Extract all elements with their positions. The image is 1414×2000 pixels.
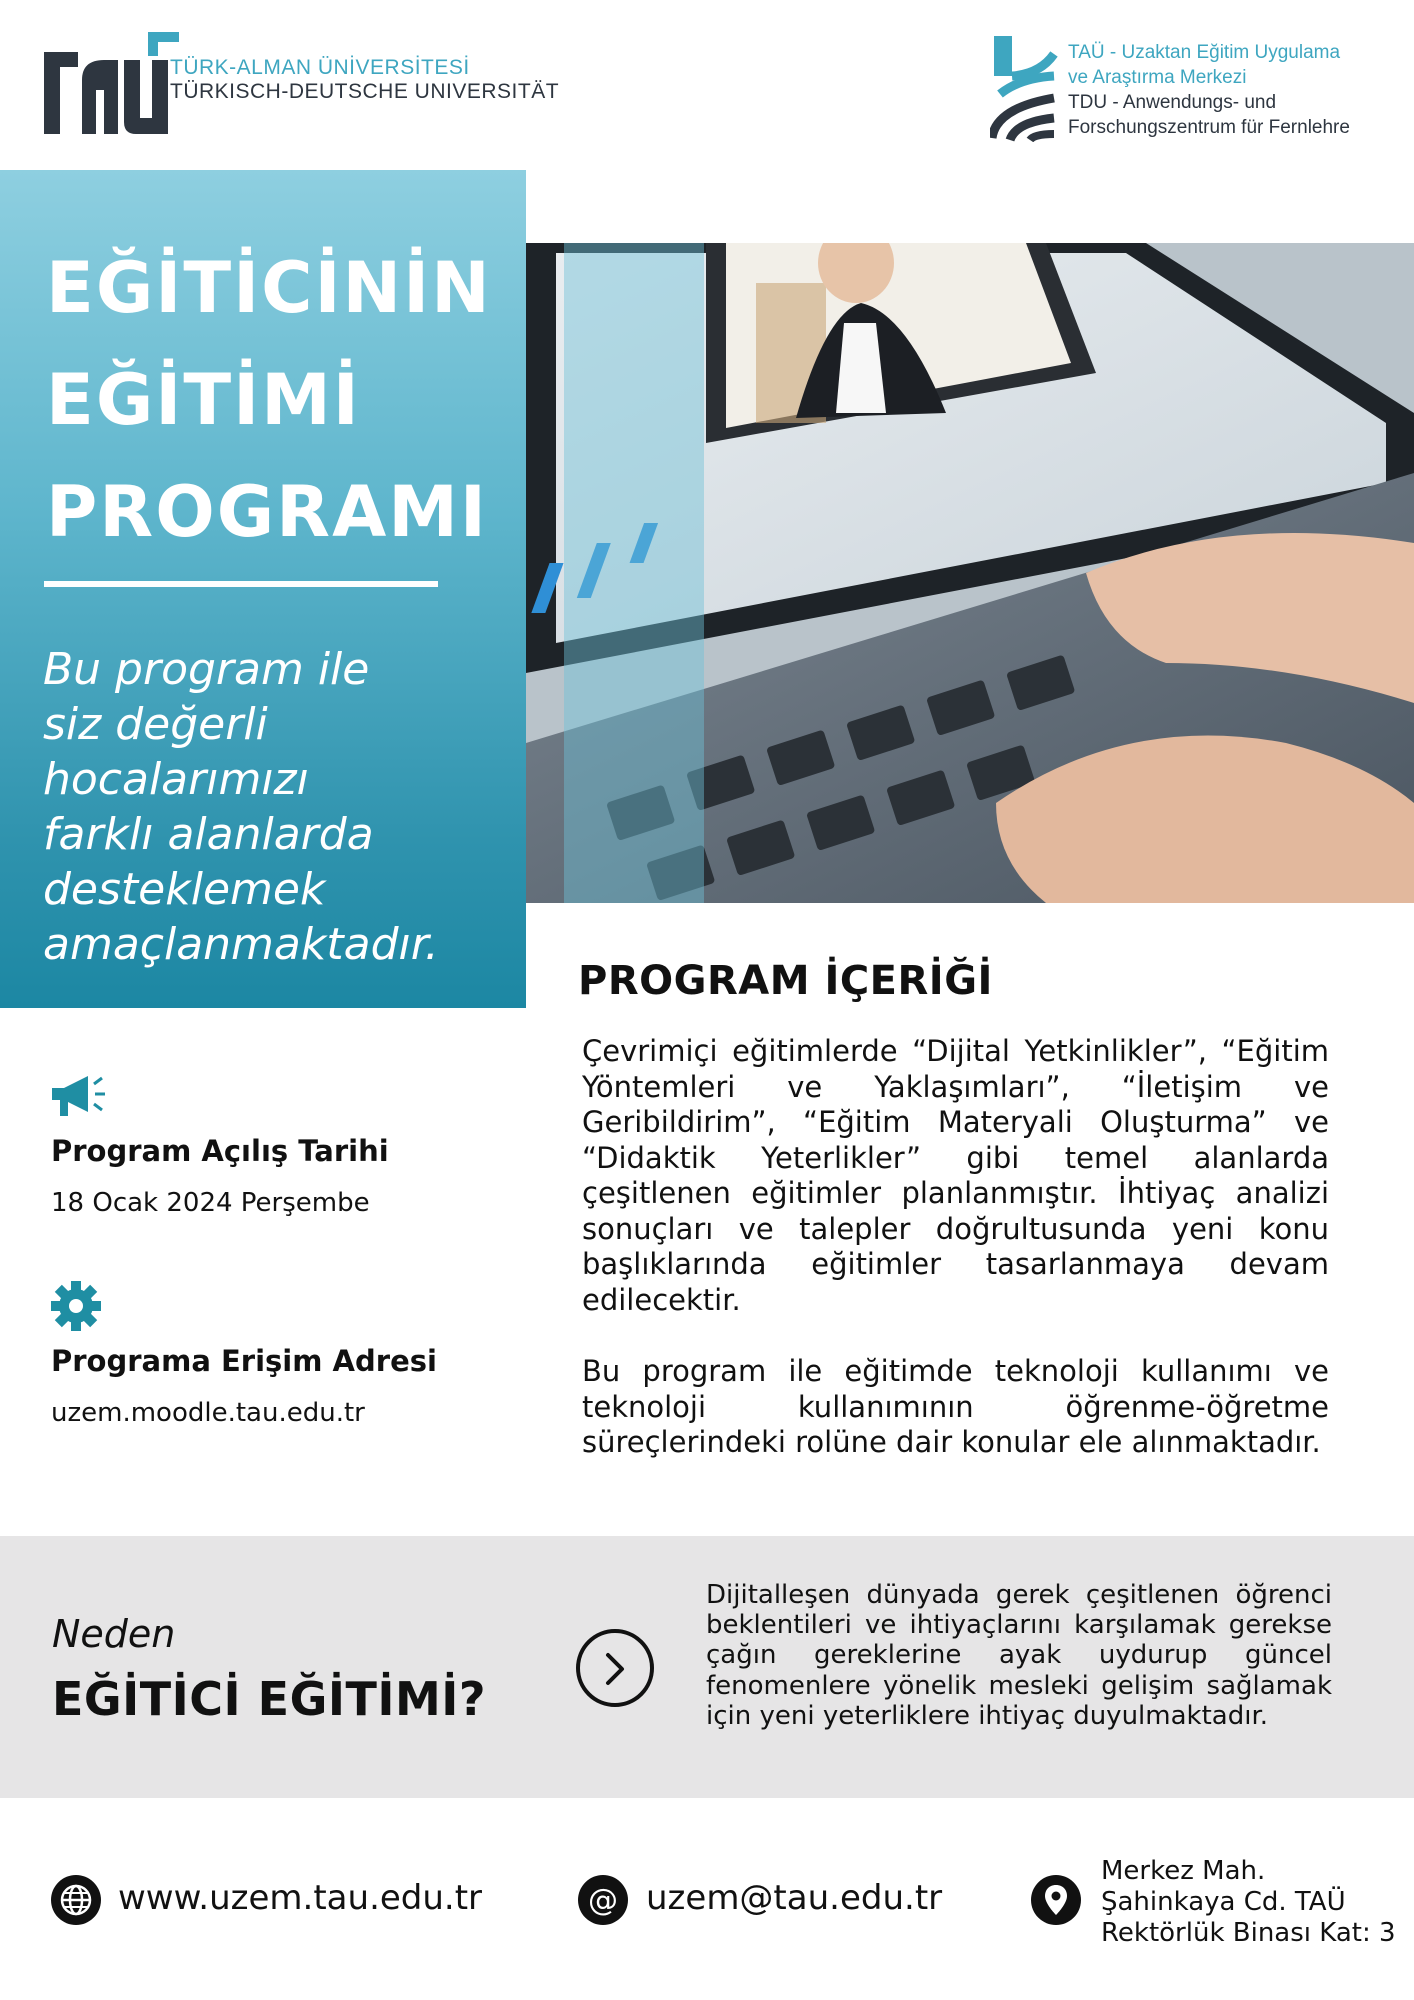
at-sign-icon: [578, 1875, 628, 1925]
gear-icon: [50, 1280, 102, 1332]
uzem-line-2: ve Araştırma Merkezi: [1068, 67, 1247, 88]
uzem-line-1: TAÜ - Uzaktan Eğitim Uygulama: [1068, 42, 1341, 63]
why-heading-big: EĞİTİCİ EĞİTİMİ?: [52, 1672, 487, 1726]
hero-subtitle-line: amaçlanmaktadır.: [43, 919, 439, 970]
address: [1101, 1856, 1396, 1949]
svg-text:@: @: [588, 1883, 618, 1918]
tau-name-de: TÜRKISCH-DEUTSCHE UNIVERSITÄT: [170, 80, 560, 103]
globe-icon: [51, 1875, 101, 1925]
hero-title-line: PROGRAMI: [46, 471, 488, 553]
location-pin-icon: [1031, 1875, 1081, 1925]
hero-subtitle-line: desteklemek: [43, 864, 326, 915]
uzem-line-4: Forschungszentrum für Fernlehre: [1068, 117, 1350, 138]
access-address-value[interactable]: uzem.moodle.tau.edu.tr: [51, 1398, 365, 1428]
hero-title: [46, 232, 516, 568]
hero-subtitle-line: Bu program ile: [43, 644, 370, 695]
why-text: Dijitalleşen dünyada gerek çeşitlenen öğrenci beklentileri ve ihtiyaçlarını karşılamak gerekse çağın gereklerine ayak uydurup güncel fenomenlere yönelik mesleki gelişim sağlamak için yeni yeterliklere ihtiyaç duyulmaktadır.: [706, 1580, 1332, 1731]
email-link[interactable]: uzem@tau.edu.tr: [646, 1878, 943, 1918]
uzem-name: [1068, 40, 1350, 140]
address-line: Merkez Mah.: [1101, 1856, 1266, 1886]
access-address-label: Programa Erişim Adresi: [51, 1344, 437, 1378]
tau-name: [170, 56, 559, 104]
hero-title-line: EĞİTİMİ: [46, 359, 361, 441]
hero-subtitle-line: farklı alanlarda: [43, 809, 374, 860]
megaphone-icon: [50, 1072, 108, 1120]
uzem-line-3: TDU - Anwendungs- und: [1068, 92, 1277, 113]
hero-title-line: EĞİTİCİNİN: [46, 247, 492, 329]
tau-name-tr: TÜRK-ALMAN ÜNİVERSİTESİ: [170, 56, 470, 79]
address-line: Şahinkaya Cd. TAÜ: [1101, 1887, 1346, 1917]
opening-date-value: 18 Ocak 2024 Perşembe: [51, 1188, 370, 1218]
opening-date-label: Program Açılış Tarihi: [51, 1134, 389, 1168]
address-line: Rektörlük Binası Kat: 3: [1101, 1918, 1396, 1948]
laptop-photo: [526, 243, 1414, 903]
tau-logo: [44, 30, 179, 142]
why-heading-small: Neden: [52, 1612, 176, 1656]
uzem-logo: [990, 34, 1058, 142]
hero-subtitle-line: hocalarımızı: [43, 754, 309, 805]
hero-divider: [44, 581, 438, 587]
laptop-illustration: [526, 243, 1414, 903]
hero-subtitle-line: siz değerli: [43, 699, 268, 750]
chevron-right-icon: [576, 1629, 654, 1707]
program-content-paragraph-2: Bu program ile eğitimde teknoloji kullanımı ve teknoloji kullanımının öğrenme-öğretme süreçlerindeki rolüne dair konular ele alınmaktadır.: [582, 1354, 1329, 1459]
program-content-paragraph-1: Çevrimiçi eğitimlerde “Dijital Yetkinlikler”, “Eğitim Yöntemleri ve Yaklaşımları”, “İletişim ve Geribildirim”, “Eğitim Materyali Oluşturma” ve “Didaktik Yeterlikler” gibi temel alanlarda çeşitlenen eğitimler planlanmıştır. İhtiyaç analizi sonuçları ve talepler doğrultusunda yeni konu başlıklarında eğitimler tasarlanmaya devam edilecektir.: [582, 1034, 1329, 1317]
hero-subtitle: [43, 642, 523, 972]
program-content-title: PROGRAM İÇERİĞİ: [578, 958, 993, 1004]
website-link[interactable]: www.uzem.tau.edu.tr: [118, 1878, 483, 1918]
